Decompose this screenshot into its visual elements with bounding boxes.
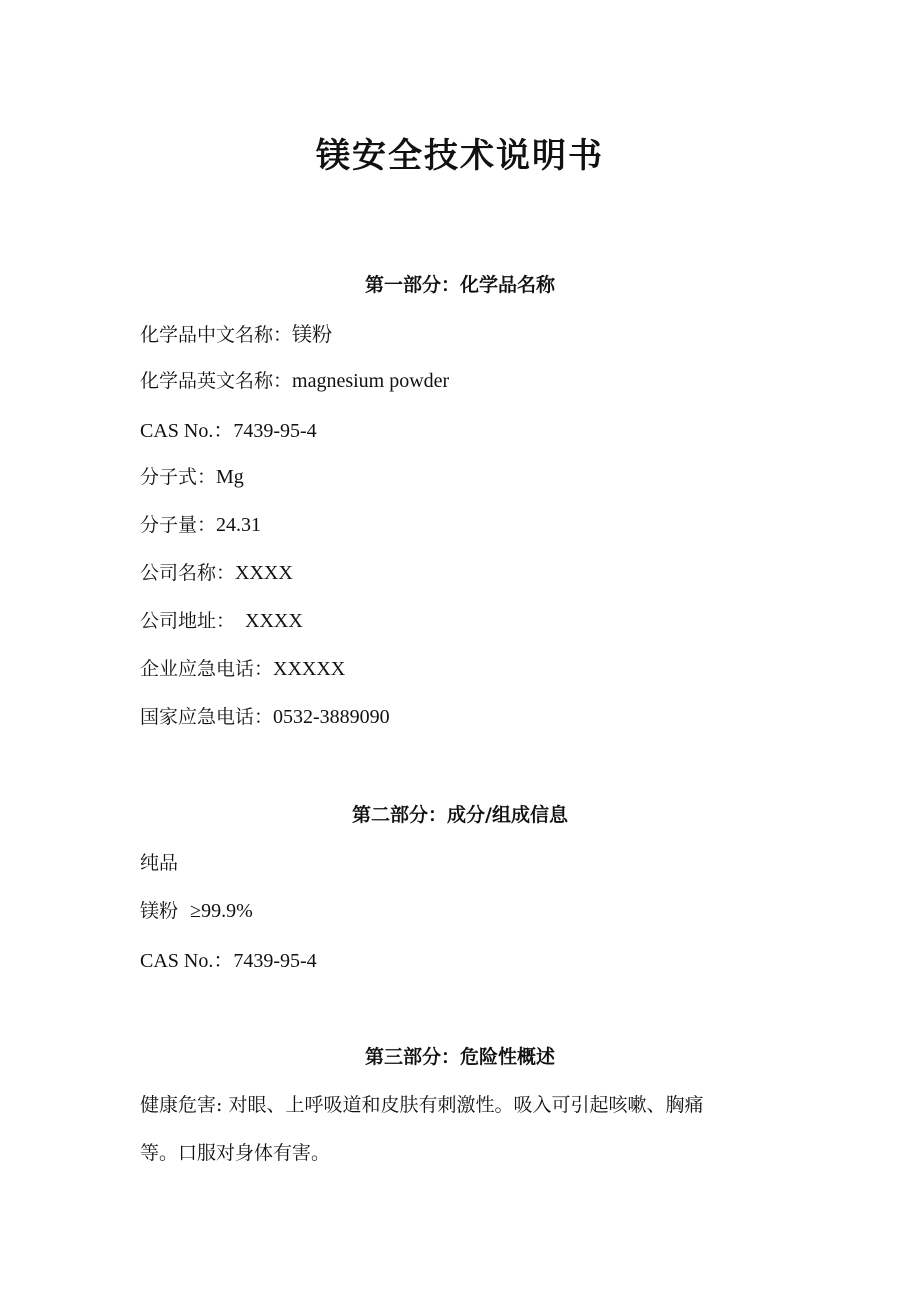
field-chinese-name bbox=[140, 318, 800, 347]
field-health-hazard bbox=[140, 1090, 800, 1117]
field-value: XXXX bbox=[235, 610, 303, 632]
field-magnesium-content bbox=[140, 896, 800, 923]
field-label: 化学品英文名称： bbox=[140, 370, 293, 392]
field-label: 化学品中文名称： bbox=[140, 324, 293, 346]
field-cas-number bbox=[140, 414, 800, 443]
field-value: 24.31 bbox=[216, 514, 262, 536]
field-molecular-weight bbox=[140, 510, 800, 537]
field-company-address bbox=[140, 606, 800, 633]
field-value: 0532-3889090 bbox=[273, 706, 390, 728]
field-label: 公司名称： bbox=[140, 562, 236, 584]
field-value: Mg bbox=[216, 466, 244, 488]
field-english-name bbox=[140, 366, 800, 393]
field-purity-type bbox=[140, 848, 800, 875]
field-cas-number-2 bbox=[140, 944, 800, 973]
section-heading-composition: 第二部分：成分/组成信息 bbox=[352, 804, 568, 826]
field-label: CAS No.： bbox=[140, 420, 234, 442]
field-company-name bbox=[140, 558, 800, 585]
field-value: XXXXX bbox=[273, 658, 346, 680]
field-molecular-formula bbox=[140, 462, 800, 489]
document-title: 镁安全技术说明书 bbox=[316, 136, 604, 176]
field-label: 国家应急电话： bbox=[140, 706, 274, 728]
field-label: 公司地址： bbox=[140, 610, 236, 632]
field-label: 分子式： bbox=[140, 466, 217, 488]
field-enterprise-emergency-phone bbox=[140, 654, 800, 681]
field-health-hazard-continued bbox=[140, 1138, 800, 1165]
field-value: 对眼、上呼吸道和皮肤有刺激性。吸入可引起咳嗽、胸痛 bbox=[228, 1094, 704, 1116]
field-value: 等。口服对身体有害。 bbox=[140, 1142, 331, 1164]
field-label: 企业应急电话： bbox=[140, 658, 274, 680]
field-label: CAS No.： bbox=[140, 950, 234, 972]
field-value: 7439-95-4 bbox=[233, 950, 317, 972]
section-heading-chemical-name: 第一部分：化学品名称 bbox=[364, 274, 555, 296]
field-label: 健康危害: bbox=[140, 1094, 229, 1116]
field-value: ≥99.9% bbox=[190, 900, 253, 922]
field-label: 分子量： bbox=[140, 514, 217, 536]
field-national-emergency-phone bbox=[140, 702, 800, 729]
section-heading-hazards: 第三部分：危险性概述 bbox=[364, 1046, 555, 1068]
field-value: 7439-95-4 bbox=[233, 420, 317, 442]
field-value: 镁粉 bbox=[292, 324, 333, 346]
field-label: 镁粉 bbox=[140, 900, 191, 922]
field-value: XXXX bbox=[235, 562, 293, 584]
field-label: 纯品 bbox=[140, 852, 179, 874]
field-value: magnesium powder bbox=[292, 370, 450, 392]
